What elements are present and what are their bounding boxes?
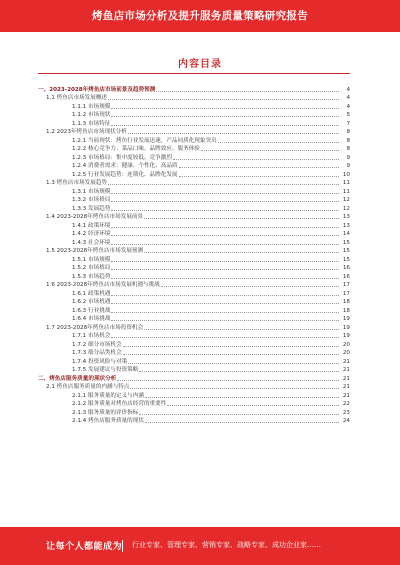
toc-entry-text: 1.7 2023-2028年烤鱼店市场投资机会: [46, 324, 144, 331]
toc-page-number: 16: [342, 273, 350, 280]
toc-entry-text: 1.2.5 行业发展趋势：连锁化、品牌化发展: [72, 171, 178, 178]
toc-page-number: 8: [346, 146, 350, 152]
toc-entry[interactable]: [38, 306, 350, 315]
toc-entry[interactable]: [38, 102, 350, 111]
toc-leader-dots: [117, 380, 339, 381]
toc-entry[interactable]: [38, 238, 350, 247]
toc-entry-text: 1.6.3 行业挑战: [72, 307, 111, 314]
toc-entry-text: 1.3.2 市场格局: [72, 197, 111, 203]
toc-page-number: 4: [346, 95, 350, 101]
toc-entry[interactable]: [38, 332, 350, 341]
page-header-banner: [0, 0, 400, 32]
toc-entry[interactable]: [38, 111, 350, 120]
toc-entry-text: 1.4.3 社会环境: [72, 239, 111, 246]
toc-page-number: 8: [346, 129, 350, 135]
toc-leader-dots: [111, 116, 339, 117]
toc-entry-text: 2.1.2 服务质量对烤鱼店经营的重要性: [72, 401, 167, 407]
toc-entry[interactable]: [38, 136, 350, 145]
toc-entry-text: 1.6 2023-2028年烤鱼店市场发展机遇与挑战: [46, 282, 160, 288]
toc-entry-text: 1.6.1 政策机遇: [72, 290, 111, 297]
toc-entry[interactable]: [38, 374, 350, 383]
toc-page-number: 18: [342, 307, 350, 314]
table-of-contents: [38, 85, 350, 425]
toc-entry[interactable]: [38, 417, 350, 426]
toc-page-number: 15: [342, 256, 350, 263]
toc-leader-dots: [156, 91, 339, 92]
toc-leader-dots: [179, 167, 339, 168]
toc-leader-dots: [111, 201, 339, 202]
toc-entry[interactable]: [38, 281, 350, 290]
toc-entry[interactable]: [38, 400, 350, 409]
toc-page-number: 20: [342, 341, 350, 348]
toc-entry[interactable]: [38, 213, 350, 222]
toc-leader-dots: [145, 422, 339, 423]
toc-page-number: 15: [342, 248, 350, 254]
toc-entry[interactable]: [38, 170, 350, 179]
toc-leader-dots: [108, 184, 339, 185]
report-title: 烤鱼店市场分析及提升服务质量策略研究报告: [92, 10, 308, 22]
toc-page-number: 9: [346, 154, 350, 161]
toc-entry[interactable]: [38, 179, 350, 188]
toc-entry-text: 一、2023-2028年烤鱼店市场前景及趋势预测: [38, 86, 156, 93]
toc-page-number: 14: [342, 231, 350, 237]
toc-entry[interactable]: [38, 187, 350, 196]
toc-leader-dots: [111, 312, 339, 313]
toc-entry-text: 1.2.3 市场格局：集中度较低，竞争激烈: [72, 154, 172, 161]
toc-leader-dots: [123, 354, 339, 355]
footer-tagline: 行业专家、管理专家、营销专家、战略专家、成功企业家……: [132, 541, 321, 549]
toc-entry-text: 1.6.2 市场机遇: [72, 299, 111, 305]
toc-entry-text: 1.7.3 细分品类机会: [72, 350, 122, 356]
toc-page-number: 16: [342, 265, 350, 271]
toc-entry-text: 1.4 2023-2028年烤鱼店市场发展前景: [46, 214, 144, 220]
footer-slogan: 让每个人都能成为: [46, 542, 123, 552]
toc-leader-dots: [218, 142, 339, 143]
toc-entry[interactable]: [38, 357, 350, 366]
toc-entry-text: 1.7.1 市场机会: [72, 333, 111, 339]
toc-page-number: 7: [346, 120, 350, 127]
toc-entry-text: 1.5.2 市场格局: [72, 265, 111, 271]
toc-leader-dots: [111, 278, 339, 279]
toc-entry[interactable]: [38, 264, 350, 273]
toc-page-number: 12: [342, 205, 350, 212]
toc-leader-dots: [139, 414, 339, 415]
toc-page-number: 12: [342, 197, 350, 203]
toc-entry[interactable]: [38, 323, 350, 332]
toc-entry-text: 2.1 烤鱼店服务质量的内涵与特点: [46, 384, 130, 390]
toc-leader-dots: [161, 286, 339, 287]
toc-page-number: 19: [342, 316, 350, 322]
toc-leader-dots: [111, 303, 339, 304]
toc-leader-dots: [144, 252, 339, 253]
toc-entry-text: 1.1.3 市场特征: [72, 120, 111, 127]
toc-page-number: 22: [342, 401, 350, 407]
toc-leader-dots: [111, 235, 339, 236]
toc-leader-dots: [123, 346, 339, 347]
toc-page-number: 4: [346, 103, 350, 110]
toc-leader-dots: [139, 371, 339, 372]
toc-page-number: 20: [342, 350, 350, 356]
toc-entry[interactable]: [38, 119, 350, 128]
toc-entry[interactable]: [38, 221, 350, 230]
toc-entry[interactable]: [38, 383, 350, 392]
toc-leader-dots: [128, 363, 339, 364]
toc-page-number: 11: [342, 180, 350, 186]
toc-entry[interactable]: [38, 298, 350, 307]
toc-leader-dots: [111, 108, 339, 109]
toc-entry-text: 2.1.3 服务质量的评价指标: [72, 409, 139, 416]
toc-entry-text: 1.3.3 发展趋势: [72, 205, 111, 212]
page-footer-banner: [0, 527, 400, 565]
toc-entry-text: 1.1.1 市场规模: [72, 103, 111, 110]
toc-page-number: 15: [342, 239, 350, 246]
toc-entry-text: 1.3 烤鱼店市场发展趋势: [46, 180, 108, 186]
toc-page-number: 5: [346, 112, 350, 118]
toc-entry[interactable]: [38, 162, 350, 171]
toc-title: 内容目录: [178, 59, 222, 70]
toc-page-number: 17: [342, 290, 350, 297]
toc-leader-dots: [144, 218, 339, 219]
toc-entry[interactable]: [38, 196, 350, 205]
toc-entry-text: 1.7.5 发展建议与投资策略: [72, 367, 139, 373]
toc-leader-dots: [111, 193, 339, 194]
toc-entry[interactable]: [38, 349, 350, 358]
toc-page-number: 19: [342, 324, 350, 331]
toc-entry[interactable]: [38, 289, 350, 298]
toc-leader-dots: [111, 320, 339, 321]
toc-entry[interactable]: [38, 145, 350, 154]
toc-entry-text: 1.7.4 投资风险与对策: [72, 358, 128, 365]
toc-entry-text: 1.2.2 核心竞争力：菜品口味、品牌效应、服务体验: [72, 146, 200, 152]
toc-leader-dots: [111, 244, 339, 245]
toc-entry-text: 1.2.1 当前现状：烤鱼行业发展迅速，产品同质化现象突出: [72, 137, 217, 144]
toc-page-number: 8: [346, 137, 350, 144]
toc-entry[interactable]: [38, 366, 350, 375]
toc-leader-dots: [111, 210, 339, 211]
toc-entry-text: 1.6.4 市场挑战: [72, 316, 111, 322]
toc-entry-text: 2.1.4 烤鱼店服务质量的现状: [72, 418, 144, 424]
toc-entry-text: 1.5 2023-2028年烤鱼店市场发展预测: [46, 248, 144, 254]
toc-leader-dots: [108, 99, 339, 100]
toc-entry-text: 1.3.1 市场规模: [72, 188, 111, 195]
toc-page-number: 13: [342, 214, 350, 220]
toc-page-number: 21: [342, 384, 350, 390]
toc-leader-dots: [130, 388, 339, 389]
toc-entry-text: 1.5.3 市场趋势: [72, 273, 111, 280]
toc-page-number: 23: [342, 409, 350, 416]
toc-entry[interactable]: [38, 340, 350, 349]
toc-leader-dots: [128, 133, 339, 134]
toc-leader-dots: [167, 405, 339, 406]
toc-entry[interactable]: [38, 315, 350, 324]
toc-entry-text: 1.7.2 细分市场机会: [72, 341, 122, 348]
toc-page-number: 13: [342, 222, 350, 229]
toc-entry-text: 1.4.2 经济环境: [72, 231, 111, 237]
toc-page-number: 10: [342, 171, 350, 178]
toc-entry[interactable]: [38, 272, 350, 281]
toc-entry-text: 1.1.2 市场现状: [72, 112, 111, 118]
footer-divider: [122, 540, 123, 552]
toc-entry-text: 1.4.1 政策环境: [72, 222, 111, 229]
toc-page-number: 4: [346, 86, 350, 93]
toc-leader-dots: [145, 397, 339, 398]
toc-leader-dots: [111, 261, 339, 262]
toc-page-number: 17: [342, 282, 350, 288]
toc-page-number: 9: [346, 163, 350, 169]
toc-leader-dots: [111, 337, 339, 338]
toc-entry-text: 1.1 烤鱼店市场发展概述: [46, 95, 108, 101]
toc-page-number: 21: [342, 367, 350, 373]
toc-entry[interactable]: [38, 128, 350, 137]
toc-entry-text: 1.2 2023年烤鱼店市场现状分析: [46, 129, 127, 135]
toc-entry-text: 2.1.1 服务质量的定义与内涵: [72, 392, 144, 399]
toc-page-number: 24: [342, 418, 350, 424]
toc-leader-dots: [201, 150, 339, 151]
toc-entry-text: 1.5.1 市场规模: [72, 256, 111, 263]
toc-entry[interactable]: [38, 408, 350, 417]
toc-leader-dots: [179, 176, 339, 177]
toc-entry[interactable]: [38, 247, 350, 256]
toc-entry[interactable]: [38, 255, 350, 264]
toc-entry[interactable]: [38, 94, 350, 103]
toc-leader-dots: [173, 159, 339, 160]
toc-entry[interactable]: [38, 153, 350, 162]
toc-leader-dots: [111, 227, 339, 228]
toc-page-number: 21: [342, 358, 350, 365]
toc-entry[interactable]: [38, 230, 350, 239]
toc-page-number: 11: [342, 188, 350, 195]
toc-entry[interactable]: [38, 204, 350, 213]
toc-page-number: 21: [342, 375, 350, 382]
toc-page-number: 19: [342, 333, 350, 339]
toc-divider: [38, 73, 350, 74]
toc-leader-dots: [111, 269, 339, 270]
toc-entry[interactable]: [38, 391, 350, 400]
toc-leader-dots: [111, 295, 339, 296]
toc-entry-text: 二、烤鱼店服务质量的现状分析: [38, 375, 117, 382]
toc-entry[interactable]: [38, 85, 350, 94]
toc-leader-dots: [111, 125, 339, 126]
toc-entry-text: 1.2.4 消费者需求：健康、个性化、高品质: [72, 163, 178, 169]
toc-page-number: 18: [342, 299, 350, 305]
toc-page-number: 21: [342, 392, 350, 399]
toc-leader-dots: [144, 329, 339, 330]
